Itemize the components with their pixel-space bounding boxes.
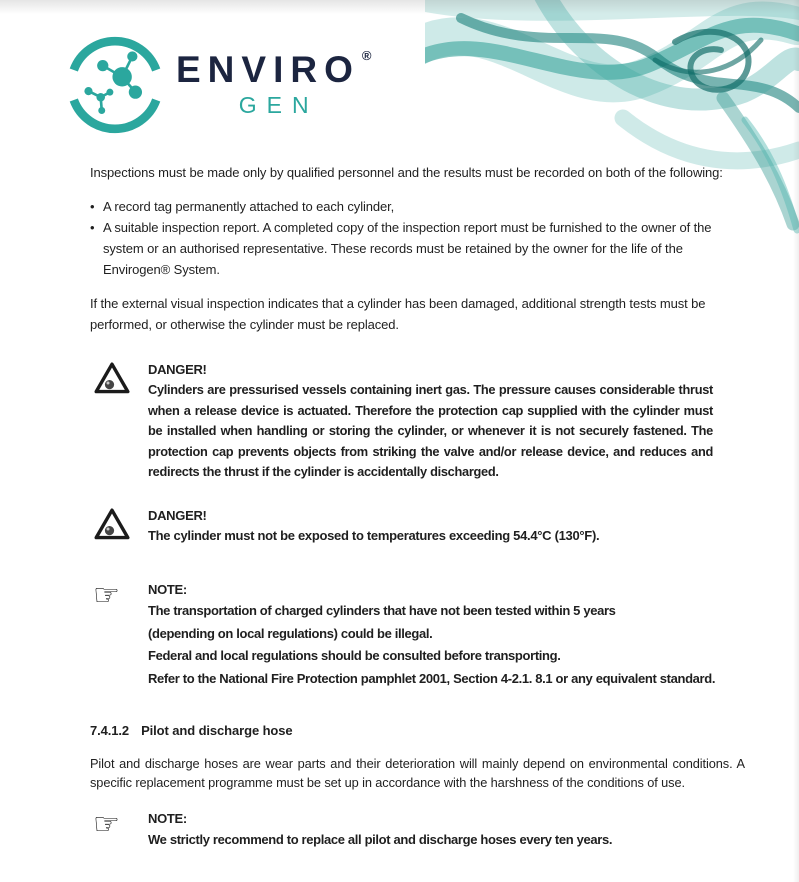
bullet-item-record-tag [90, 196, 745, 217]
note-icon-column [90, 579, 148, 690]
brand-logo [64, 34, 371, 136]
danger-body: Cylinders are pressurised vessels containing inert gas. The pressure causes considerable thrust when a release device is actuated. Therefore the protection cap supplied with the cylinder must be installed when handling or storing the cylinder, or whenever it is not securely fastened. The protection cap prevents objects from striking the valve and/or release device, and reduces and redirects the thrust if the cylinder is accidentally discharged. [148, 382, 713, 479]
note-line: The transportation of charged cylinders that have not been tested within 5 years [148, 603, 616, 618]
note-line: (depending on local regulations) could be illegal. [148, 625, 433, 641]
danger-title: DANGER! [148, 362, 207, 377]
danger-icon-column [90, 505, 148, 547]
bullet-text: A record tag permanently attached to each cylinder, [103, 199, 395, 214]
section-title: Pilot and discharge hose [141, 723, 293, 738]
bullet-item-inspection-report [90, 217, 745, 280]
danger-content [148, 359, 745, 483]
bullet-list [90, 196, 745, 280]
section-number: 7.4.1.2 [90, 723, 130, 738]
brand-wordmark [176, 48, 372, 119]
note-block-replacement [90, 808, 745, 852]
note-title: NOTE: [148, 811, 187, 826]
damage-paragraph: If the external visual inspection indicates that a cylinder has been damaged, additional strength tests must be performed, or otherwise the cylinder must be replaced. [90, 296, 706, 332]
hoses-paragraph: Pilot and discharge hoses are wear parts and their deterioration will mainly depend on environmental conditions. A specific replacement programme must be set up in accordance with the harshness of the conditions of use. [90, 756, 745, 790]
danger-block-temperature [90, 505, 745, 547]
note-block-transportation [90, 579, 745, 690]
danger-title: DANGER! [148, 507, 207, 523]
pointing-hand-icon: ☞ [93, 578, 120, 613]
danger-icon-column [90, 359, 148, 483]
molecule-logo-icon [64, 34, 166, 136]
note-line: Refer to the National Fire Protection pamphlet 2001, Section 4-2.1. 8.1 or any equivalent standard. [148, 670, 716, 686]
intro-paragraph: Inspections must be made only by qualified personnel and the results must be recorded on both of the following: [90, 165, 723, 180]
danger-content [148, 505, 745, 547]
note-content [148, 808, 745, 852]
brand-name-secondary: GEN [238, 92, 319, 118]
section-heading [90, 720, 745, 741]
note-icon-column [90, 808, 148, 852]
pointing-hand-icon: ☞ [93, 807, 120, 842]
registered-trademark-symbol: ® [361, 48, 372, 63]
brand-name-primary: ENVIRO [176, 49, 360, 90]
warning-triangle-icon [93, 361, 131, 395]
danger-body: The cylinder must not be exposed to temperatures exceeding 54.4°C (130°F). [148, 527, 600, 543]
danger-block-pressure [90, 359, 745, 483]
note-line: Federal and local regulations should be consulted before transporting. [148, 648, 561, 663]
note-body: We strictly recommend to replace all pilot and discharge hoses every ten years. [148, 832, 613, 847]
note-content [148, 579, 745, 690]
warning-triangle-icon [93, 507, 131, 541]
note-title: NOTE: [148, 582, 187, 597]
document-content [90, 162, 745, 852]
bullet-text: A suitable inspection report. A completed copy of the inspection report must be furnished to the owner of the system or an authorised representative. These records must be retained by the owner for the life of the Envirogen® System. [103, 220, 712, 277]
